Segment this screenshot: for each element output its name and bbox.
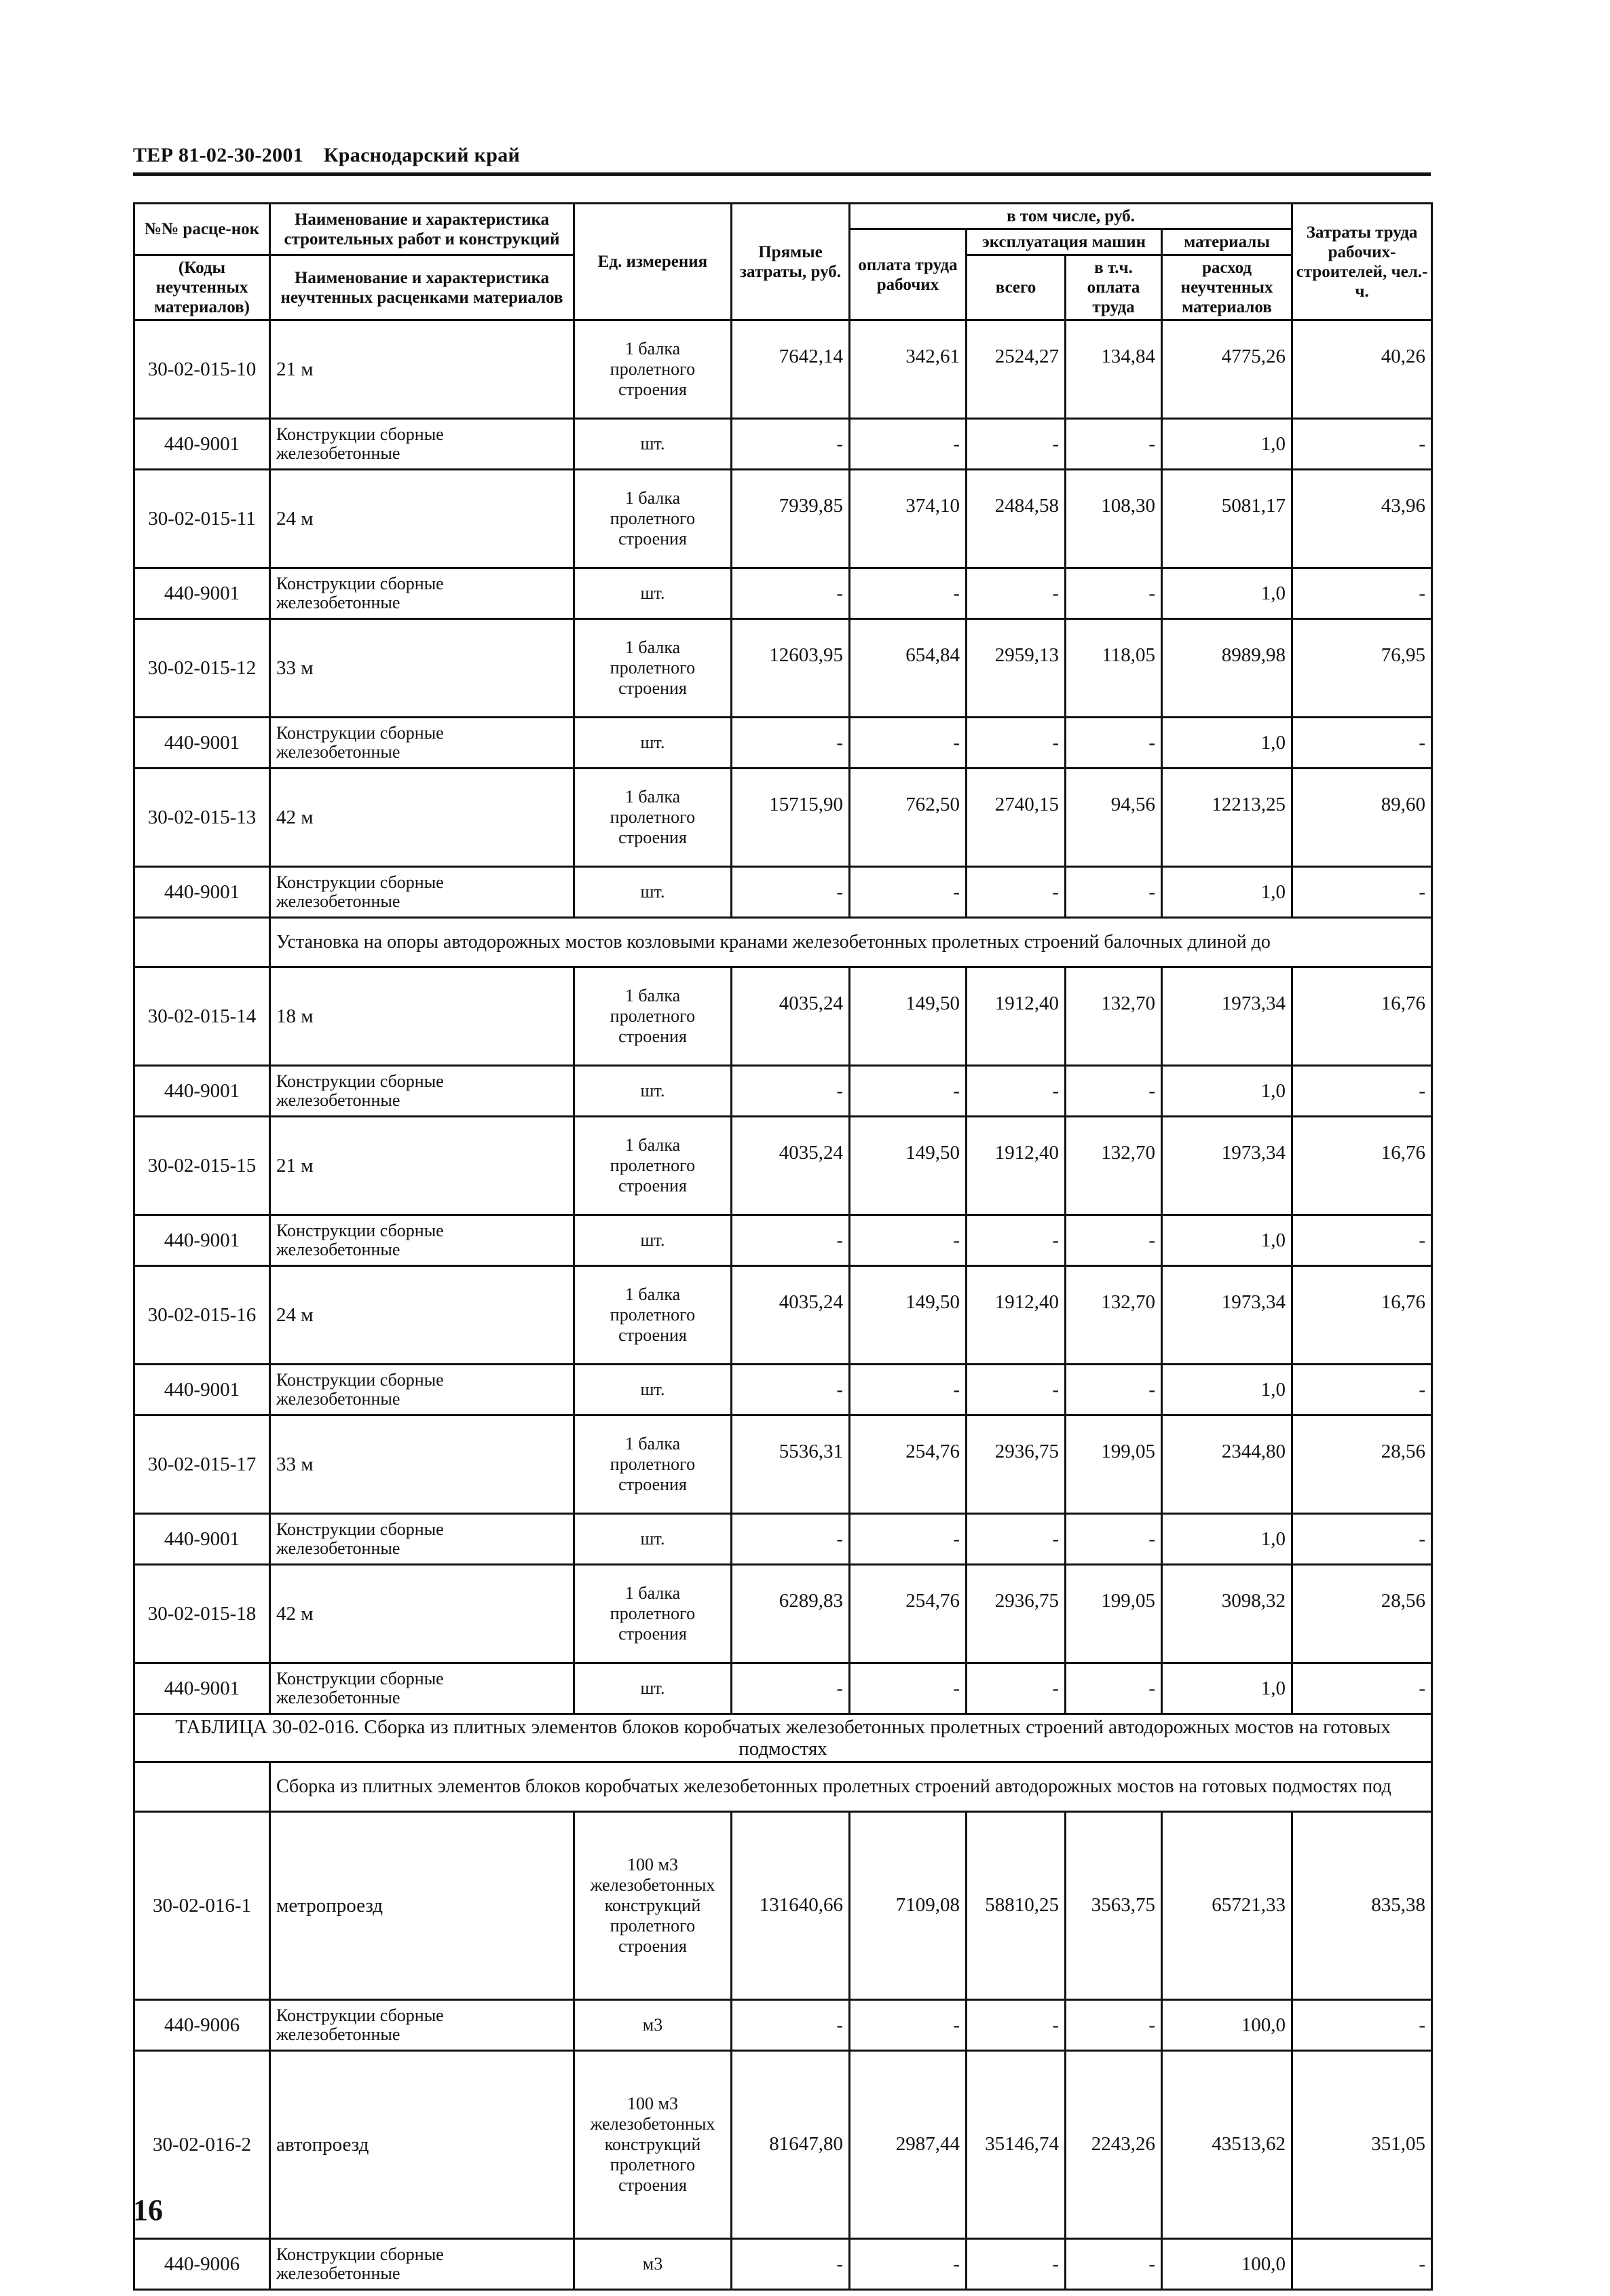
direct-cost: 131640,66 xyxy=(732,1812,850,2000)
labor-cost: 149,50 xyxy=(850,1117,967,1215)
rows-group-a xyxy=(134,320,1432,918)
rate-code: 30-02-015-17 xyxy=(134,1415,270,1514)
machine-cost: 58810,25 xyxy=(967,1812,1066,2000)
material-unit: шт. xyxy=(574,568,732,619)
labor-cost: 7109,08 xyxy=(850,1812,967,2000)
rates-table xyxy=(133,202,1433,2291)
direct-cost: 81647,80 xyxy=(732,2051,850,2239)
col-unit: Ед. измерения xyxy=(574,204,732,320)
material-quantity: 100,0 xyxy=(1162,2000,1292,2051)
material-row xyxy=(134,1365,1432,1415)
machine-labor-cost: 118,05 xyxy=(1066,619,1162,718)
material-cost: 5081,17 xyxy=(1162,470,1292,568)
empty-value: - xyxy=(1292,867,1432,918)
material-cost: 3098,32 xyxy=(1162,1565,1292,1663)
rate-name: 21 м xyxy=(270,1117,574,1215)
empty-value: - xyxy=(850,2239,967,2290)
col-incl: в том числе, руб. xyxy=(850,204,1292,229)
rate-name: 18 м xyxy=(270,967,574,1066)
empty-value: - xyxy=(850,419,967,470)
worker-hours: 40,26 xyxy=(1292,320,1432,419)
col-mach-labor: в т.ч. оплата труда xyxy=(1066,255,1162,320)
material-code: 440-9006 xyxy=(134,2000,270,2051)
material-unit: м3 xyxy=(574,2239,732,2290)
rate-row xyxy=(134,1415,1432,1514)
rate-unit: 1 балка пролетного строения xyxy=(574,470,732,568)
material-row xyxy=(134,867,1432,918)
rate-name: 33 м xyxy=(270,1415,574,1514)
machine-labor-cost: 132,70 xyxy=(1066,1266,1162,1365)
material-row xyxy=(134,1663,1432,1714)
rate-unit: 1 балка пролетного строения xyxy=(574,1266,732,1365)
rate-row xyxy=(134,320,1432,419)
material-name: Конструкции сборные железобетонные xyxy=(270,1066,574,1117)
material-quantity: 1,0 xyxy=(1162,1514,1292,1565)
machine-cost: 2936,75 xyxy=(967,1415,1066,1514)
worker-hours: 43,96 xyxy=(1292,470,1432,568)
col-labor: оплата труда рабочих xyxy=(850,229,967,320)
rate-code: 30-02-015-15 xyxy=(134,1117,270,1215)
material-unit: шт. xyxy=(574,419,732,470)
rate-name: 42 м xyxy=(270,769,574,867)
material-name: Конструкции сборные железобетонные xyxy=(270,2000,574,2051)
empty-value: - xyxy=(732,1215,850,1266)
material-row xyxy=(134,568,1432,619)
rate-unit: 1 балка пролетного строения xyxy=(574,1117,732,1215)
direct-cost: 6289,83 xyxy=(732,1565,850,1663)
material-code: 440-9001 xyxy=(134,1066,270,1117)
empty-value: - xyxy=(967,568,1066,619)
rate-row xyxy=(134,1812,1432,2000)
machine-cost: 2524,27 xyxy=(967,320,1066,419)
labor-cost: 654,84 xyxy=(850,619,967,718)
rate-row xyxy=(134,2051,1432,2239)
material-cost: 2344,80 xyxy=(1162,1415,1292,1514)
page-number: 16 xyxy=(133,2193,163,2227)
machine-labor-cost: 134,84 xyxy=(1066,320,1162,419)
rate-unit: 1 балка пролетного строения xyxy=(574,619,732,718)
machine-cost: 2484,58 xyxy=(967,470,1066,568)
empty-value: - xyxy=(1066,2000,1162,2051)
worker-hours: 28,56 xyxy=(1292,1415,1432,1514)
material-unit: шт. xyxy=(574,1066,732,1117)
empty-value: - xyxy=(850,718,967,769)
rate-name: 24 м xyxy=(270,1266,574,1365)
rate-row xyxy=(134,967,1432,1066)
rate-unit: 1 балка пролетного строения xyxy=(574,320,732,419)
material-quantity: 1,0 xyxy=(1162,1066,1292,1117)
material-unit: м3 xyxy=(574,2000,732,2051)
empty-value: - xyxy=(850,1215,967,1266)
group-c-title: Сборка из плитных элементов блоков коробчатых железобетонных пролетных строений автодорожных мостов на готовых подмостях под xyxy=(270,1762,1432,1812)
empty-value: - xyxy=(732,1066,850,1117)
labor-cost: 254,76 xyxy=(850,1565,967,1663)
empty-value: - xyxy=(1066,1663,1162,1714)
material-cost: 12213,25 xyxy=(1162,769,1292,867)
empty-value: - xyxy=(850,568,967,619)
direct-cost: 5536,31 xyxy=(732,1415,850,1514)
material-code: 440-9001 xyxy=(134,1215,270,1266)
empty-value: - xyxy=(1066,1514,1162,1565)
material-code: 440-9001 xyxy=(134,718,270,769)
material-quantity: 1,0 xyxy=(1162,1365,1292,1415)
machine-labor-cost: 199,05 xyxy=(1066,1565,1162,1663)
labor-cost: 2987,44 xyxy=(850,2051,967,2239)
rate-unit: 1 балка пролетного строения xyxy=(574,769,732,867)
material-code: 440-9001 xyxy=(134,867,270,918)
empty-value: - xyxy=(850,2000,967,2051)
group-b-header xyxy=(134,918,1432,967)
rate-unit: 1 балка пролетного строения xyxy=(574,1415,732,1514)
material-name: Конструкции сборные железобетонные xyxy=(270,1514,574,1565)
rate-row xyxy=(134,470,1432,568)
worker-hours: 16,76 xyxy=(1292,967,1432,1066)
machine-cost: 1912,40 xyxy=(967,967,1066,1066)
empty-value: - xyxy=(1292,1365,1432,1415)
material-quantity: 1,0 xyxy=(1162,1215,1292,1266)
empty-value: - xyxy=(732,718,850,769)
empty-value: - xyxy=(732,2239,850,2290)
rows-group-b xyxy=(134,967,1432,1714)
rate-unit: 100 м3 железобетонных конструкций пролетного строения xyxy=(574,2051,732,2239)
empty-value: - xyxy=(967,1066,1066,1117)
worker-hours: 76,95 xyxy=(1292,619,1432,718)
empty-value: - xyxy=(850,1514,967,1565)
empty-value: - xyxy=(732,568,850,619)
empty-value: - xyxy=(850,1066,967,1117)
empty-value: - xyxy=(1066,1365,1162,1415)
material-unit: шт. xyxy=(574,718,732,769)
material-code: 440-9001 xyxy=(134,1663,270,1714)
rate-unit: 1 балка пролетного строения xyxy=(574,1565,732,1663)
empty-value: - xyxy=(1292,1215,1432,1266)
labor-cost: 149,50 xyxy=(850,1266,967,1365)
direct-cost: 4035,24 xyxy=(732,1117,850,1215)
machine-cost: 2740,15 xyxy=(967,769,1066,867)
material-quantity: 1,0 xyxy=(1162,568,1292,619)
empty-value: - xyxy=(1066,419,1162,470)
col-materials: материалы xyxy=(1162,229,1292,255)
direct-cost: 4035,24 xyxy=(732,1266,850,1365)
labor-cost: 254,76 xyxy=(850,1415,967,1514)
rate-unit: 1 балка пролетного строения xyxy=(574,967,732,1066)
direct-cost: 12603,95 xyxy=(732,619,850,718)
empty-value: - xyxy=(1066,1066,1162,1117)
rate-code: 30-02-015-10 xyxy=(134,320,270,419)
material-cost: 4775,26 xyxy=(1162,320,1292,419)
machine-cost: 2936,75 xyxy=(967,1565,1066,1663)
machine-labor-cost: 199,05 xyxy=(1066,1415,1162,1514)
empty-value: - xyxy=(967,1514,1066,1565)
empty-value: - xyxy=(1066,867,1162,918)
empty-value: - xyxy=(732,867,850,918)
rate-code: 30-02-016-1 xyxy=(134,1812,270,2000)
rate-row xyxy=(134,769,1432,867)
material-cost: 43513,62 xyxy=(1162,2051,1292,2239)
table-c-header xyxy=(134,1714,1432,1812)
rate-code: 30-02-016-2 xyxy=(134,2051,270,2239)
direct-cost: 4035,24 xyxy=(732,967,850,1066)
empty-value: - xyxy=(1292,718,1432,769)
material-name: Конструкции сборные железобетонные xyxy=(270,419,574,470)
material-unit: шт. xyxy=(574,1215,732,1266)
material-name: Конструкции сборные железобетонные xyxy=(270,2239,574,2290)
empty-value: - xyxy=(967,1663,1066,1714)
material-row xyxy=(134,718,1432,769)
material-name: Конструкции сборные железобетонные xyxy=(270,1663,574,1714)
material-code: 440-9001 xyxy=(134,1514,270,1565)
empty-value: - xyxy=(732,419,850,470)
rate-code: 30-02-015-14 xyxy=(134,967,270,1066)
material-cost: 65721,33 xyxy=(1162,1812,1292,2000)
labor-cost: 149,50 xyxy=(850,967,967,1066)
col-code-sub: (Коды неучтенных материалов) xyxy=(134,255,270,320)
material-code: 440-9001 xyxy=(134,1365,270,1415)
worker-hours: 16,76 xyxy=(1292,1117,1432,1215)
empty-value: - xyxy=(850,1663,967,1714)
material-row xyxy=(134,1066,1432,1117)
running-head xyxy=(133,144,1431,176)
empty-value: - xyxy=(1066,1215,1162,1266)
material-quantity: 100,0 xyxy=(1162,2239,1292,2290)
rate-name: автопроезд xyxy=(270,2051,574,2239)
empty-value: - xyxy=(967,1365,1066,1415)
rate-code: 30-02-015-18 xyxy=(134,1565,270,1663)
table-c-title: ТАБЛИЦА 30-02-016. Сборка из плитных элементов блоков коробчатых железобетонных пролетных строений автодорожных мостов на готовых подмостях xyxy=(134,1714,1432,1762)
material-name: Конструкции сборные железобетонные xyxy=(270,867,574,918)
worker-hours: 28,56 xyxy=(1292,1565,1432,1663)
direct-cost: 7939,85 xyxy=(732,470,850,568)
empty-value: - xyxy=(967,2239,1066,2290)
worker-hours: 351,05 xyxy=(1292,2051,1432,2239)
empty-value: - xyxy=(732,1514,850,1565)
material-quantity: 1,0 xyxy=(1162,718,1292,769)
machine-labor-cost: 3563,75 xyxy=(1066,1812,1162,2000)
rate-row xyxy=(134,1266,1432,1365)
direct-cost: 15715,90 xyxy=(732,769,850,867)
empty-value: - xyxy=(1292,419,1432,470)
machine-labor-cost: 2243,26 xyxy=(1066,2051,1162,2239)
machine-cost: 2959,13 xyxy=(967,619,1066,718)
worker-hours: 835,38 xyxy=(1292,1812,1432,2000)
group-b-empty xyxy=(134,918,270,967)
material-code: 440-9001 xyxy=(134,419,270,470)
material-quantity: 1,0 xyxy=(1162,1663,1292,1714)
rate-name: 21 м xyxy=(270,320,574,419)
empty-value: - xyxy=(850,1365,967,1415)
rate-code: 30-02-015-16 xyxy=(134,1266,270,1365)
material-row xyxy=(134,2000,1432,2051)
empty-value: - xyxy=(967,867,1066,918)
material-code: 440-9001 xyxy=(134,568,270,619)
rate-row xyxy=(134,1117,1432,1215)
machine-labor-cost: 94,56 xyxy=(1066,769,1162,867)
empty-value: - xyxy=(1292,1663,1432,1714)
material-row xyxy=(134,1215,1432,1266)
material-quantity: 1,0 xyxy=(1162,867,1292,918)
table-header xyxy=(134,204,1432,320)
material-unit: шт. xyxy=(574,867,732,918)
direct-cost: 7642,14 xyxy=(732,320,850,419)
col-mach-total: всего xyxy=(967,255,1066,320)
empty-value: - xyxy=(967,419,1066,470)
rate-unit: 100 м3 железобетонных конструкций пролетного строения xyxy=(574,1812,732,2000)
col-mat-unaccounted: расход неучтенных материалов xyxy=(1162,255,1292,320)
col-direct: Прямые затраты, руб. xyxy=(732,204,850,320)
col-machines: эксплуатация машин xyxy=(967,229,1162,255)
machine-labor-cost: 132,70 xyxy=(1066,967,1162,1066)
rows-group-c xyxy=(134,1812,1432,2290)
labor-cost: 762,50 xyxy=(850,769,967,867)
material-row xyxy=(134,2239,1432,2290)
empty-value: - xyxy=(967,718,1066,769)
rate-row xyxy=(134,1565,1432,1663)
machine-labor-cost: 108,30 xyxy=(1066,470,1162,568)
labor-cost: 342,61 xyxy=(850,320,967,419)
labor-cost: 374,10 xyxy=(850,470,967,568)
material-row xyxy=(134,1514,1432,1565)
machine-cost: 1912,40 xyxy=(967,1266,1066,1365)
empty-value: - xyxy=(1066,718,1162,769)
empty-value: - xyxy=(967,2000,1066,2051)
material-quantity: 1,0 xyxy=(1162,419,1292,470)
worker-hours: 16,76 xyxy=(1292,1266,1432,1365)
material-name: Конструкции сборные железобетонные xyxy=(270,1365,574,1415)
material-cost: 1973,34 xyxy=(1162,1266,1292,1365)
empty-value: - xyxy=(732,2000,850,2051)
col-name-sub: Наименование и характеристика неучтенных расценками материалов xyxy=(270,255,574,320)
material-unit: шт. xyxy=(574,1514,732,1565)
worker-hours: 89,60 xyxy=(1292,769,1432,867)
rate-name: 33 м xyxy=(270,619,574,718)
empty-value: - xyxy=(850,867,967,918)
col-hours: Затраты труда рабочих-строителей, чел.-ч. xyxy=(1292,204,1432,320)
machine-cost: 35146,74 xyxy=(967,2051,1066,2239)
rate-name: 42 м xyxy=(270,1565,574,1663)
rate-code: 30-02-015-11 xyxy=(134,470,270,568)
empty-value: - xyxy=(1066,568,1162,619)
empty-value: - xyxy=(1292,1066,1432,1117)
rate-name: 24 м xyxy=(270,470,574,568)
machine-labor-cost: 132,70 xyxy=(1066,1117,1162,1215)
empty-value: - xyxy=(732,1663,850,1714)
empty-value: - xyxy=(1292,2000,1432,2051)
empty-value: - xyxy=(1066,2239,1162,2290)
doc-code: ТЕР 81-02-30-2001 xyxy=(133,144,303,166)
rate-row xyxy=(134,619,1432,718)
material-unit: шт. xyxy=(574,1663,732,1714)
empty-value: - xyxy=(967,1215,1066,1266)
material-cost: 8989,98 xyxy=(1162,619,1292,718)
group-b-title: Установка на опоры автодорожных мостов козловыми кранами железобетонных пролетных строений балочных длиной до xyxy=(270,918,1432,967)
rate-code: 30-02-015-12 xyxy=(134,619,270,718)
empty-value: - xyxy=(1292,2239,1432,2290)
material-name: Конструкции сборные железобетонные xyxy=(270,718,574,769)
material-row xyxy=(134,419,1432,470)
region-name: Краснодарский край xyxy=(323,144,521,166)
empty-value: - xyxy=(732,1365,850,1415)
col-code-main: №№ расце-нок xyxy=(134,204,270,255)
rate-code: 30-02-015-13 xyxy=(134,769,270,867)
material-name: Конструкции сборные железобетонные xyxy=(270,1215,574,1266)
material-cost: 1973,34 xyxy=(1162,967,1292,1066)
rate-name: метропроезд xyxy=(270,1812,574,2000)
col-name-main: Наименование и характеристика строительных работ и конструкций xyxy=(270,204,574,255)
material-unit: шт. xyxy=(574,1365,732,1415)
empty-value: - xyxy=(1292,1514,1432,1565)
material-cost: 1973,34 xyxy=(1162,1117,1292,1215)
material-name: Конструкции сборные железобетонные xyxy=(270,568,574,619)
material-code: 440-9006 xyxy=(134,2239,270,2290)
empty-value: - xyxy=(1292,568,1432,619)
group-c-empty xyxy=(134,1762,270,1812)
machine-cost: 1912,40 xyxy=(967,1117,1066,1215)
